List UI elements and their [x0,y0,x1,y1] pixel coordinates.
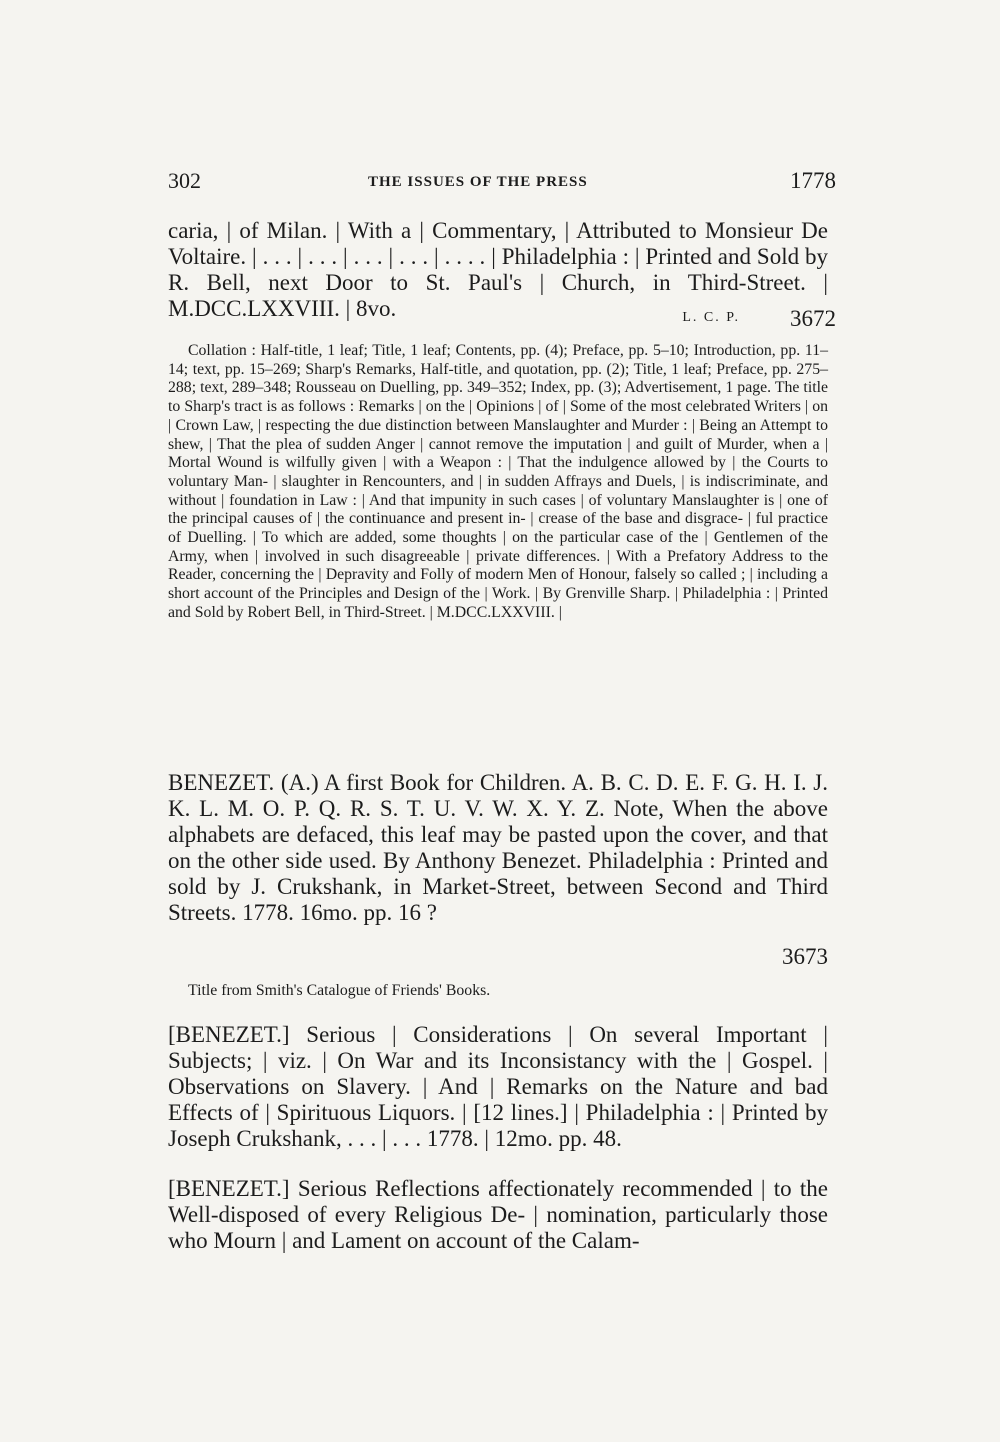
entry-3672-meta [168,306,836,334]
entry-3673-text: BENEZET. (A.) A first Book for Children. A. B. C. D. E. F. G. H. I. J. K. L. M. O. P. Q. R. S. T. U. V. W. X. Y. Z. Note, When the above alphabets are defaced, this leaf may be pasted upon the cover, and that on the other side used. By Anthony Benezet. Philadelphia : Printed and sold by J. Crukshank, in Market-Street, between Second and Third Streets. 1778. 16mo. pp. 16 ? [168,770,828,925]
header-year: 1778 [790,168,836,193]
entry-3673-note: Title from Smith's Catalogue of Friends' Books. [188,982,491,999]
running-head: THE ISSUES OF THE PRESS [368,174,588,190]
entry-number: 3673 [782,944,828,969]
entry-number: 3672 [790,306,836,331]
entry-3673-number-row [168,944,828,972]
page-header [168,168,836,202]
entry-serious-considerations: [BENEZET.] Serious | Considerations | On several Important | Subjects; | viz. | On War and its Inconsistancy with the | Gospel. | Observations on Slavery. | And | Remarks on the Nature and bad Effects of | Spirituous Liquors. | [12 lines.] | Philadelphia : | Printed by Joseph Crukshank, . . . | . . . 1778. | 12mo. pp. 48. [168,1022,828,1151]
page-number: 302 [168,168,201,193]
entry-3672-collation: Collation : Half-title, 1 leaf; Title, 1 leaf; Contents, pp. (4); Preface, pp. 5–10; Introduction, pp. 11–14; text, pp. 15–269; Sharp's Remarks, Half-title, and quotation, pp. (2); Title, 1 leaf; Preface, pp. 275–288; text, 289–348; Rousseau on Duelling, pp. 349–352; Index, pp. (3); Advertisement, 1 page. The title to Sharp's tract is as follows : Remarks | on the | Opinions | of | Some of the most celebrated Writers | on | Crown Law, | respecting the due distinction between Manslaughter and Murder : | Being an Attempt to shew, | That the plea of sudden Anger | cannot remove the imputation | and guilt of Murder, when a | Mortal Wound is wilfully given | with a Weapon : | That the indulgence allowed by | the Courts to voluntary Man- | slaughter in Rencounters, and | in sudden Affrays and Duels, | is indiscriminate, and without | foundation in Law : | And that impunity in such cases | of voluntary Manslaughter is | one of the principal causes of | the continuance and present in- | crease of the base and disgrace- | ful practice of Duelling. | To which are added, some thoughts | on the particular case of the | Gentlemen of the Army, when | involved in such disagreeable | private differences. | With a Prefatory Address to the Reader, concerning the | Depravity and Folly of modern Men of Honour, falsely so called ; | including a short account of the Principles and Design of the | Work. | By Grenville Sharp. | Philadelphia : | Printed and Sold by Robert Bell, in Third-Street. | M.DCC.LXXVIII. | [168,342,828,621]
entry-serious-reflections: [BENEZET.] Serious Reflections affectionately recommended | to the Well-disposed of every Religious De- | nomination, particularly those who Mourn | and Lament on account of the Calam- [168,1176,828,1253]
entry-3672-text: caria, | of Milan. | With a | Commentary, | Attributed to Monsieur De Voltaire. | . . . | . . . | . . . | . . . | . . . . | Philadelphia : | Printed and Sold by R. Bell, next Door to St. Paul's | Church, in Third-Street. | M.DCC.LXXVIII. | 8vo. [168,218,828,321]
library-code: L. C. P. [682,310,740,325]
